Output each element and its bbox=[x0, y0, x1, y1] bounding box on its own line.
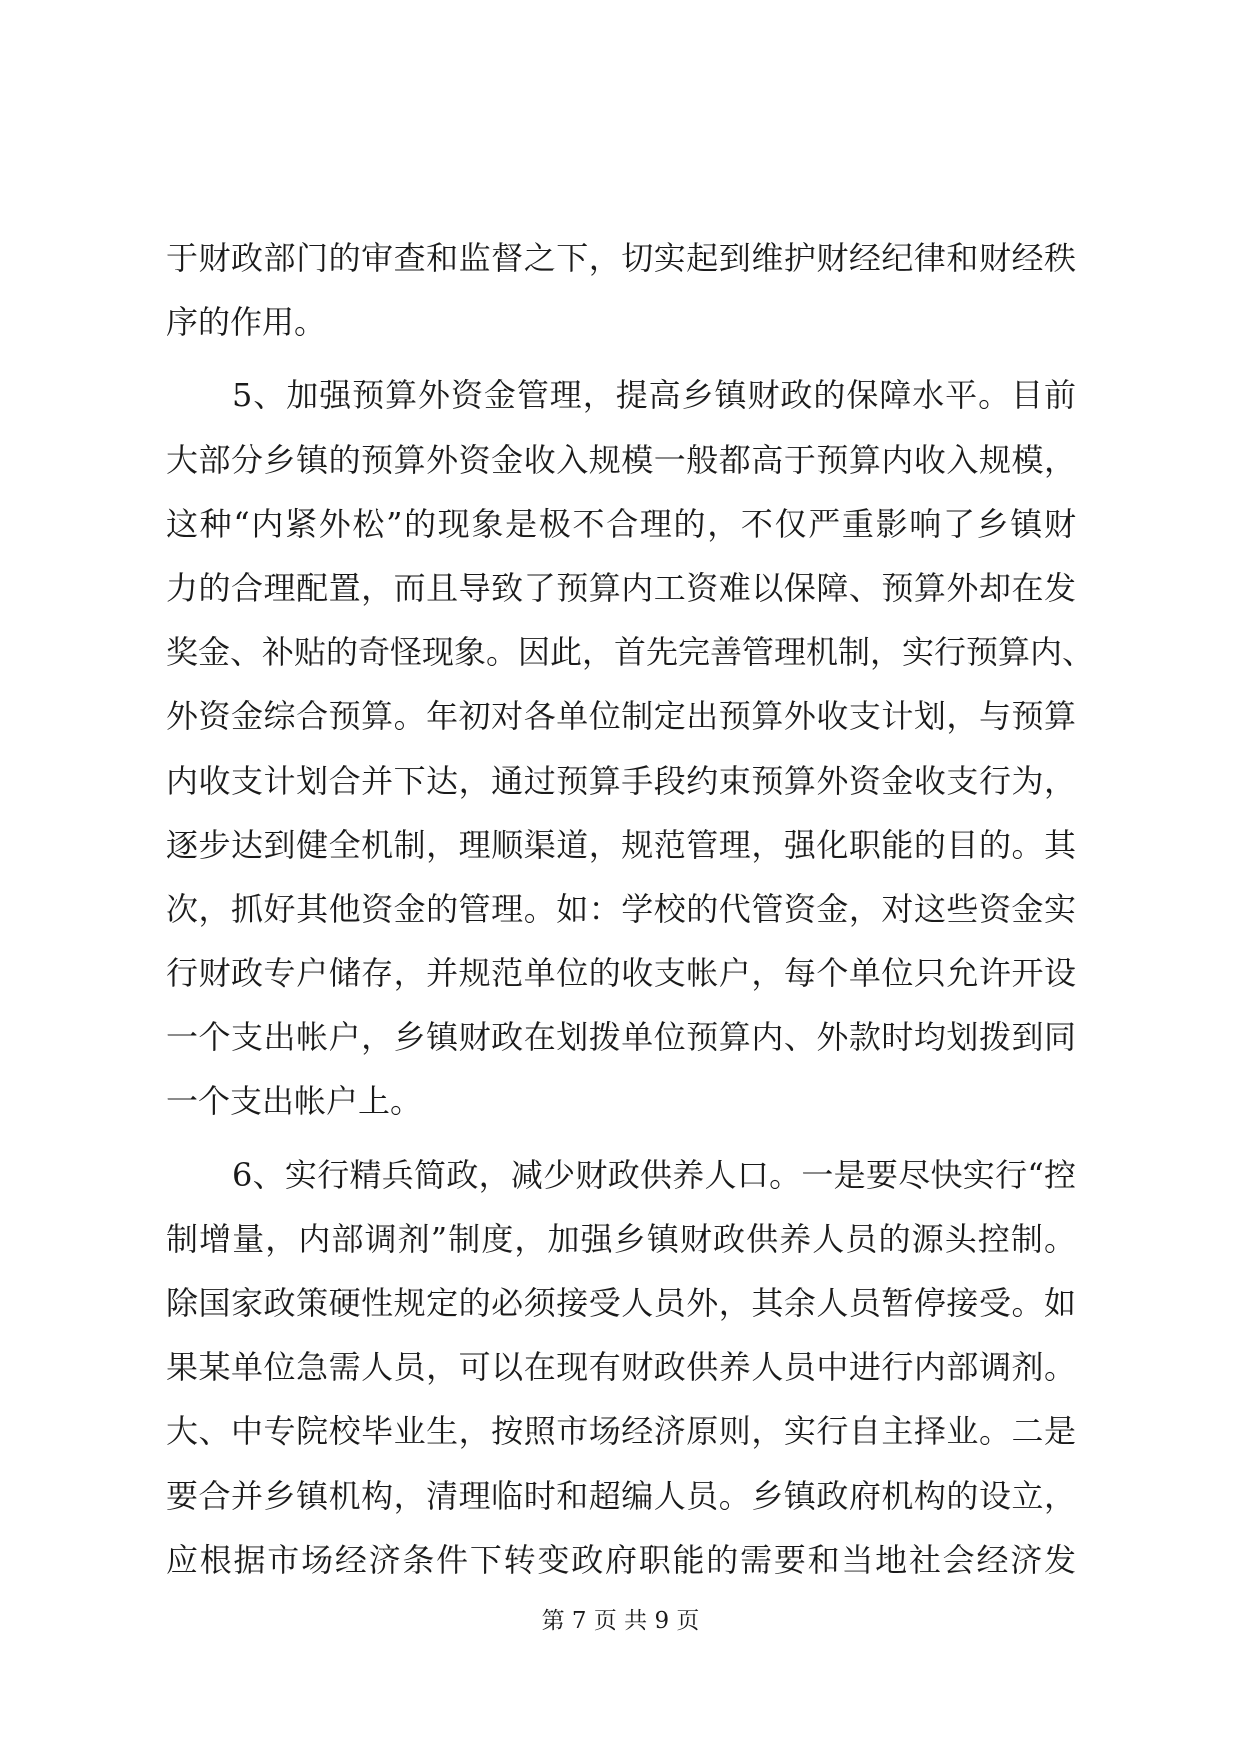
text-line: 序的作用。 bbox=[166, 303, 327, 342]
page-number-footer: 第 7 页 共 9 页 bbox=[541, 1608, 700, 1634]
text-line: 这种“内紧外松”的现象是极不合理的，不仅严重影响了乡镇财 bbox=[166, 504, 1076, 543]
paragraph-5-heading-line: 5、加强预算外资金管理，提高乡镇财政的保障水平。目前 bbox=[232, 376, 1076, 415]
paragraph-6-heading-line: 6、实行精兵简政，减少财政供养人口。一是要尽快实行“控 bbox=[232, 1155, 1076, 1194]
text-line: 大、中专院校毕业生，按照市场经济原则，实行自主择业。二是 bbox=[166, 1412, 1076, 1451]
text-line: 逐步达到健全机制，理顺渠道，规范管理，强化职能的目的。其 bbox=[166, 825, 1076, 864]
text-line: 除国家政策硬性规定的必须接受人员外，其余人员暂停接受。如 bbox=[166, 1284, 1076, 1322]
text-line: 行财政专户储存，并规范单位的收支帐户，每个单位只允许开设 bbox=[166, 954, 1076, 993]
text-line: 要合并乡镇机构，清理临时和超编人员。乡镇政府机构的设立， bbox=[166, 1476, 1076, 1515]
text-line: 一个支出帐户，乡镇财政在划拨单位预算内、外款时均划拨到同 bbox=[166, 1018, 1076, 1057]
text-line: 力的合理配置，而且导致了预算内工资难以保障、预算外却在发 bbox=[166, 568, 1076, 607]
text-line: 内收支计划合并下达，通过预算手段约束预算外资金收支行为， bbox=[166, 761, 1076, 800]
text-line: 制增量，内部调剂”制度，加强乡镇财政供养人员的源头控制。 bbox=[166, 1219, 1076, 1258]
document-body bbox=[166, 226, 1095, 1592]
text-line: 应根据市场经济条件下转变政府职能的需要和当地社会经济发 bbox=[166, 1540, 1076, 1579]
text-line: 于财政部门的审查和监督之下，切实起到维护财经纪律和财经秩 bbox=[166, 239, 1076, 277]
text-line: 大部分乡镇的预算外资金收入规模一般都高于预算内收入规模， bbox=[166, 440, 1076, 479]
text-line: 一个支出帐户上。 bbox=[166, 1082, 423, 1121]
text-line: 果某单位急需人员，可以在现有财政供养人员中进行内部调剂。 bbox=[166, 1348, 1076, 1387]
text-line: 外资金综合预算。年初对各单位制定出预算外收支计划，与预算 bbox=[166, 697, 1076, 736]
text-line: 次，抓好其他资金的管理。如：学校的代管资金，对这些资金实 bbox=[166, 889, 1076, 928]
text-line: 奖金、补贴的奇怪现象。因此，首先完善管理机制，实行预算内、 bbox=[166, 633, 1095, 672]
